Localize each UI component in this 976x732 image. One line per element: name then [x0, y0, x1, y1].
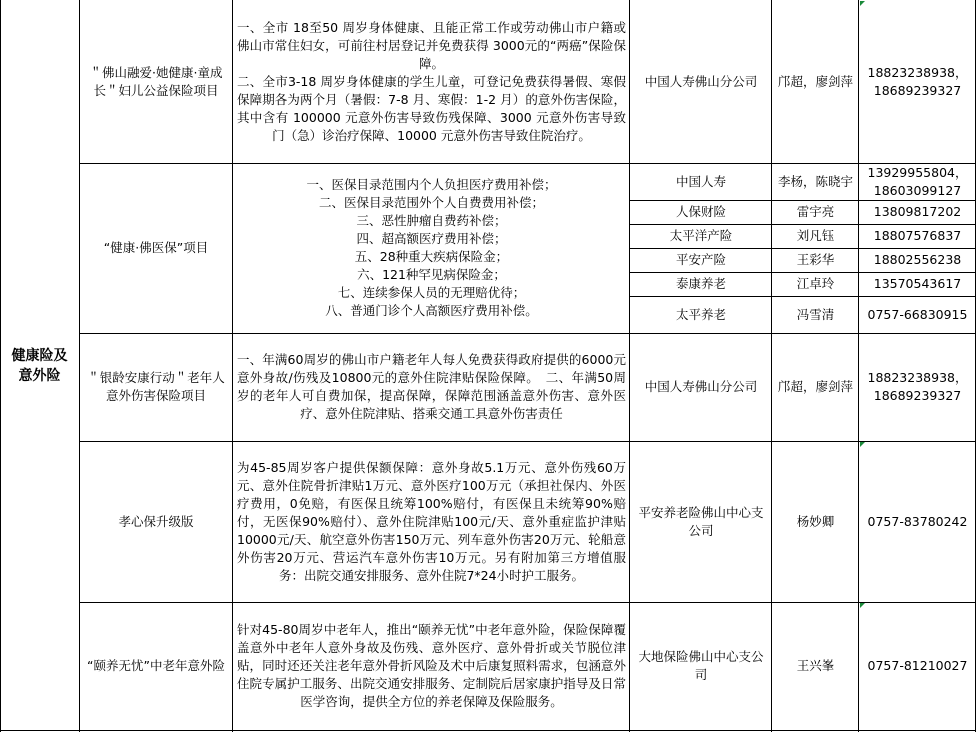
phone-cell — [859, 248, 976, 272]
grid-line — [629, 224, 976, 225]
company-name: 中国人寿佛山分公司 — [644, 73, 758, 89]
phone-number: 13929955804，18603099127 — [867, 164, 968, 198]
contact-cell — [772, 333, 859, 441]
grid-line — [629, 200, 976, 201]
product-name-cell — [79, 333, 233, 441]
contact-name: 雷宇亮 — [796, 204, 835, 219]
phone-cell — [859, 333, 976, 441]
company-name: 人保财险 — [675, 204, 726, 219]
grid-line — [0, 0, 1, 732]
grid-line — [79, 441, 976, 442]
phone-cell — [859, 0, 976, 163]
phone-number: 13570543617 — [873, 276, 962, 291]
category-label: 健康险及 意外险 — [11, 348, 68, 384]
company-cell — [630, 248, 772, 272]
grid-line — [629, 248, 976, 249]
contact-name: 邝超，廖剑萍 — [777, 379, 853, 394]
product-content-cell — [233, 441, 630, 602]
company-name: 中国人寿佛山分公司 — [644, 379, 758, 394]
contact-cell — [772, 441, 859, 602]
phone-cell — [859, 272, 976, 296]
grid-line — [232, 0, 233, 732]
product-name-cell — [79, 441, 233, 602]
grid-line — [629, 296, 976, 297]
contact-cell — [772, 602, 859, 730]
product-content: 一、全市 18至50 周岁身体健康、且能正常工作或劳动佛山市户籍或佛山市常住妇女，可前往村居登记并免费获得 3000元的“两癌”保险保障。 二、全市3-18 周岁身体健康的学生儿童，可登记免费获得暑假、寒假保障期各为两个月（暑假：7-8 月、寒假：1-2 月）的意外伤害保险，其中含有 100000 元意外伤害导致伤残保障、3000 元意外伤害导致门（急）诊治疗保障、10000 元意外伤害导致住院治疗。 — [237, 19, 626, 143]
phone-number: 18823238938，18689239327 — [867, 64, 968, 98]
phone-cell — [859, 602, 976, 730]
company-name: 太平洋产险 — [669, 228, 733, 243]
contact-name: 李杨，陈晓宇 — [777, 173, 853, 189]
company-cell — [630, 0, 772, 163]
phone-cell — [859, 163, 976, 200]
product-name: ＂银龄安康行动＂老年人意外伤害保险项目 — [87, 370, 225, 403]
product-content: 针对45-80周岁中老年人，推出“颐养无忧”中老年意外险，保险保障覆盖意外中老年人意外身故及伤残、意外医疗、意外骨折或关节脱位津贴，同时还还关注老年意外骨折风险及术中后康复照料需求，包涵意外住院专属护工服务、出院交通安排服务、定制院后居家康护指导及日常医学咨询，提供全方位的养老保障及保险服务。 — [237, 622, 626, 709]
company-cell — [630, 296, 772, 333]
contact-name: 江卓玲 — [796, 276, 835, 291]
company-name: 大地保险佛山中心支公司 — [638, 649, 764, 682]
company-cell — [630, 602, 772, 730]
product-name-cell — [79, 602, 233, 730]
company-cell — [630, 200, 772, 224]
grid-line — [79, 602, 976, 603]
grid-line — [629, 272, 976, 273]
category-cell — [0, 0, 79, 732]
phone-cell — [859, 200, 976, 224]
grid-line — [79, 333, 976, 334]
contact-cell — [772, 296, 859, 333]
product-content-cell — [233, 333, 630, 441]
grid-line — [858, 0, 859, 732]
company-name: 中国人寿 — [675, 173, 726, 189]
phone-number: 18802556238 — [873, 252, 962, 267]
company-name: 平安产险 — [675, 252, 726, 267]
cell-marker-icon — [860, 603, 865, 608]
contact-name: 冯雪清 — [796, 306, 835, 322]
grid-line — [79, 163, 976, 164]
contact-name: 王彩华 — [796, 252, 835, 267]
product-name: ＂佛山融爱·她健康·童成长＂妇儿公益保险项目 — [89, 64, 223, 98]
grid-line — [771, 0, 772, 732]
phone-number: 0757-66830915 — [867, 306, 968, 322]
phone-number: 18807576837 — [873, 228, 962, 243]
cell-marker-icon — [860, 442, 865, 447]
phone-number: 0757-81210027 — [867, 658, 968, 673]
product-name: “颐养无忧”中老年意外险 — [87, 658, 225, 673]
phone-cell — [859, 224, 976, 248]
company-cell — [630, 163, 772, 200]
company-cell — [630, 224, 772, 248]
phone-cell — [859, 441, 976, 602]
contact-cell — [772, 163, 859, 200]
product-name: 孝心保升级版 — [118, 513, 194, 529]
contact-name: 刘凡钰 — [796, 228, 835, 243]
company-name: 平安养老险佛山中心支公司 — [638, 504, 764, 538]
product-name-cell — [79, 0, 233, 163]
product-name: “健康·佛医保”项目 — [103, 240, 209, 255]
cell-marker-icon — [860, 1, 865, 6]
phone-cell — [859, 296, 976, 333]
phone-number: 18823238938，18689239327 — [867, 370, 968, 403]
grid-line — [0, 730, 976, 731]
grid-line — [629, 0, 630, 732]
product-content: 一、医保目录范围内个人负担医疗费用补偿； 二、医保目录范围外个人自费费用补偿； 三、恶性肿瘤自费药补偿； 四、超高额医疗费用补偿； 五、28种重大疾病保险金； 六、121种罕见病保险金； 七、连续参保人员的无理赔优待； 八、普通门诊个人高额医疗费用补偿。 — [306, 177, 557, 318]
contact-cell — [772, 200, 859, 224]
contact-cell — [772, 0, 859, 163]
company-name: 太平养老 — [675, 306, 726, 322]
contact-cell — [772, 248, 859, 272]
product-name-cell — [79, 163, 233, 333]
phone-number: 13809817202 — [873, 204, 962, 219]
company-cell — [630, 333, 772, 441]
contact-name: 杨妙卿 — [796, 513, 835, 529]
phone-number: 0757-83780242 — [867, 513, 968, 529]
contact-cell — [772, 224, 859, 248]
contact-name: 邝超，廖剑萍 — [777, 73, 853, 89]
contact-cell — [772, 272, 859, 296]
company-cell — [630, 272, 772, 296]
product-content-cell — [233, 0, 630, 163]
product-content-cell — [233, 163, 630, 333]
product-content-cell — [233, 602, 630, 730]
product-content: 一、年满60周岁的佛山市户籍老年人每人免费获得政府提供的6000元意外身故/伤残及10800元的意外住院津贴保险保障。 二、年满50周岁的老年人可自费加保，提高保障，保障范围涵盖意外伤害、意外医疗、意外住院津贴、搭乘交通工具意外伤害责任 — [237, 352, 626, 421]
grid-line — [79, 0, 80, 732]
contact-name: 王兴峯 — [796, 658, 835, 673]
company-name: 泰康养老 — [675, 276, 726, 291]
company-cell — [630, 441, 772, 602]
product-content: 为45-85周岁客户提供保额保障：意外身故5.1万元、意外伤残60万元、意外住院骨折津贴1万元、意外医疗100万元（承担社保内、外医疗费用，0免赔，有医保且统筹100%赔付，有医保且未统筹90%赔付，无医保90%赔付）、意外住院津贴100元/天、意外重症监护津贴10000元/天、航空意外伤害150万元、列车意外伤害20万元、轮船意外伤害20万元、营运汽车意外伤害10万元。另有附加第三方增值服务：出院交通安排服务、意外住院7*24小时护工服务。 — [237, 459, 626, 583]
